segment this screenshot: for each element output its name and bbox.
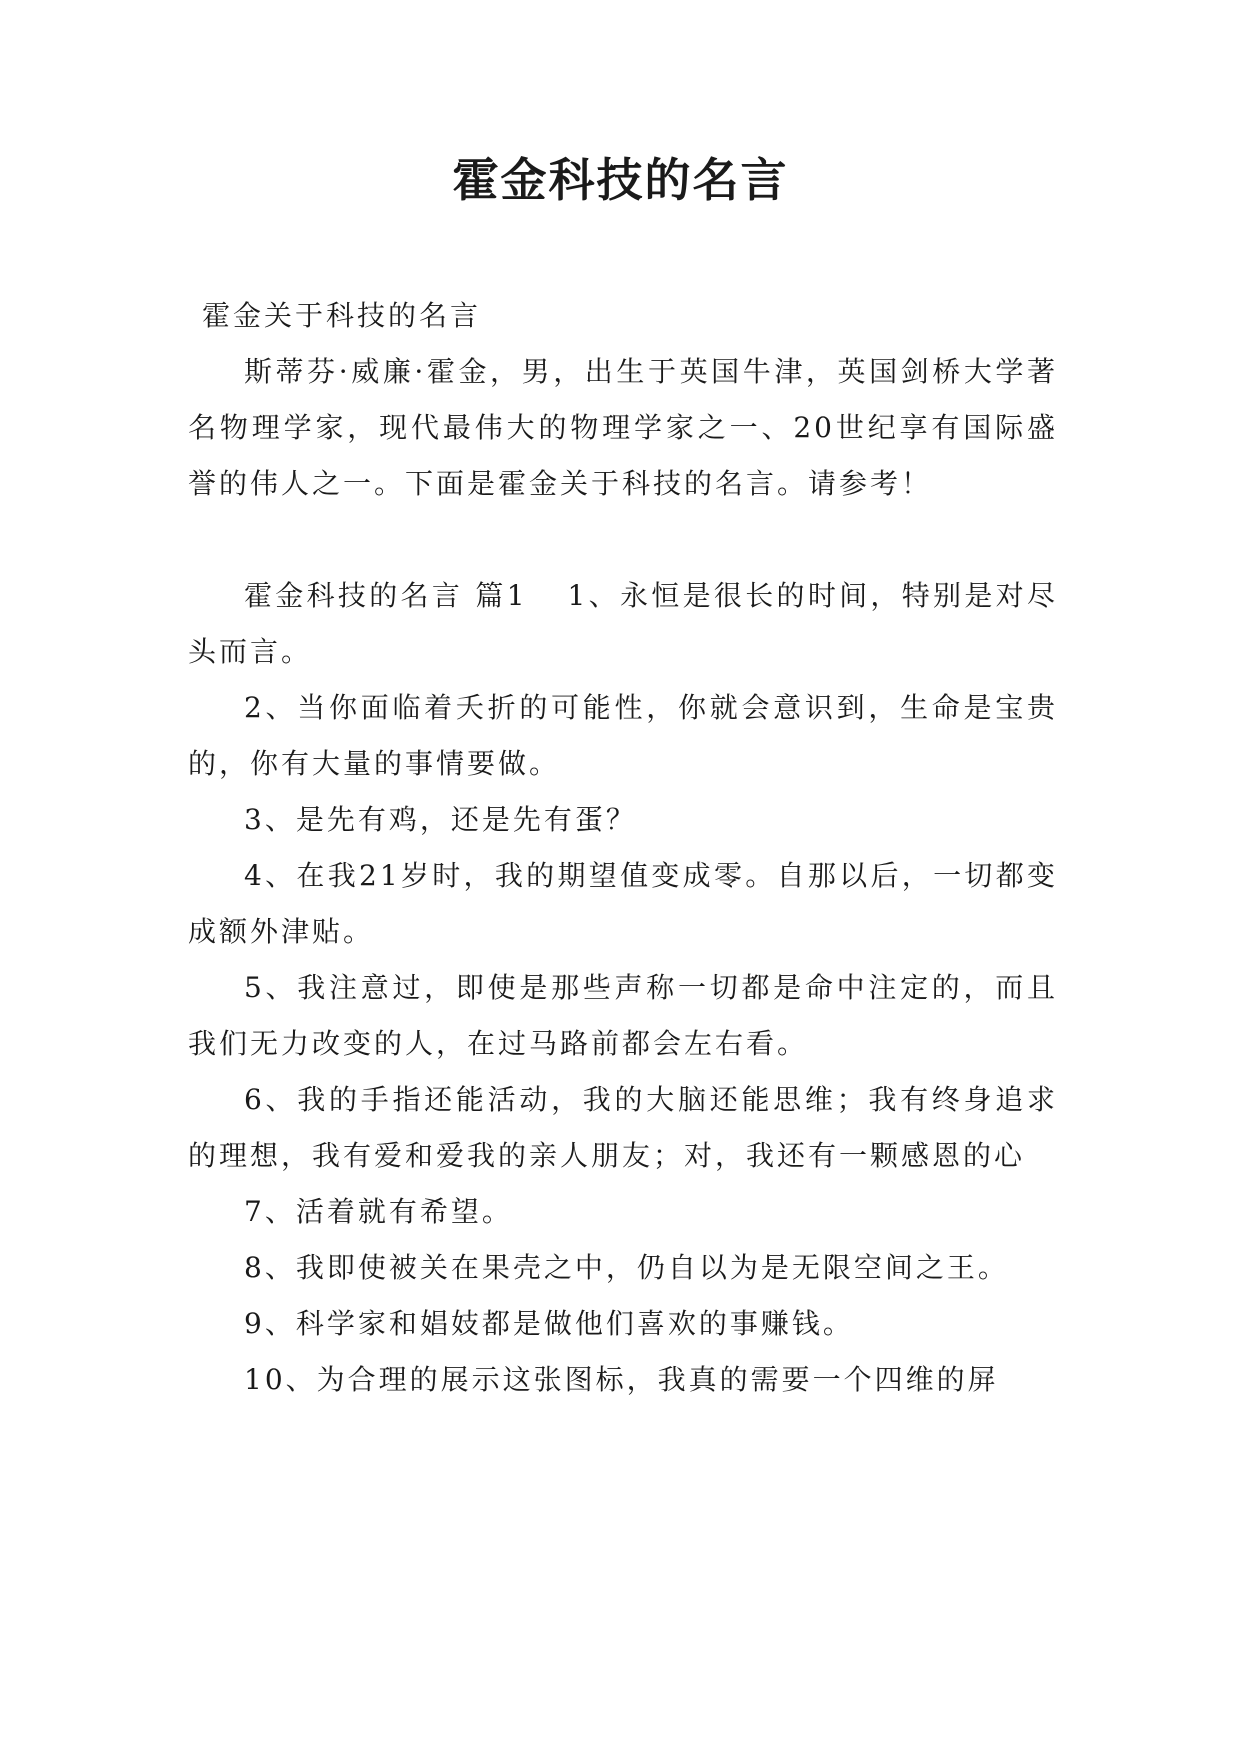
quote-item: 7、活着就有希望。 <box>244 1195 513 1228</box>
quote-item: 8、我即使被关在果壳之中，仍自以为是无限空间之王。 <box>244 1251 1009 1284</box>
intro-paragraph: 斯蒂芬·威廉·霍金，男，出生于英国牛津，英国剑桥大学著名物理学家，现代最伟大的物理学家之一、20世纪享有国际盛誉的伟人之一。下面是霍金关于科技的名言。请参考！ <box>188 355 1058 500</box>
quote-item: 9、科学家和娼妓都是做他们喜欢的事赚钱。 <box>244 1307 854 1340</box>
section-label: 霍金科技的名言 篇1 <box>244 579 528 612</box>
document-title: 霍金科技的名言 <box>452 153 789 207</box>
quote-item: 5、我注意过，即使是那些声称一切都是命中注定的，而且我们无力改变的人，在过马路前都会左右看。 <box>188 971 1058 1060</box>
subheading: 霍金关于科技的名言 <box>202 299 482 332</box>
quote-item: 3、是先有鸡，还是先有蛋？ <box>244 803 637 836</box>
quote-item: 10、为合理的展示这张图标，我真的需要一个四维的屏 <box>244 1363 999 1396</box>
quote-item: 6、我的手指还能活动，我的大脑还能思维；我有终身追求的理想，我有爱和爱我的亲人朋友；对，我还有一颗感恩的心 <box>188 1083 1058 1172</box>
quote-text: 1、永恒是很长的时间，特别是对尽头而言。 <box>188 579 1058 668</box>
document-body <box>188 288 1058 1408</box>
quote-item <box>188 568 1058 680</box>
paragraph-gap <box>188 512 1058 568</box>
quote-item: 4、在我21岁时，我的期望值变成零。自那以后，一切都变成额外津贴。 <box>188 859 1058 948</box>
quote-item: 2、当你面临着夭折的可能性，你就会意识到，生命是宝贵的，你有大量的事情要做。 <box>188 691 1058 780</box>
